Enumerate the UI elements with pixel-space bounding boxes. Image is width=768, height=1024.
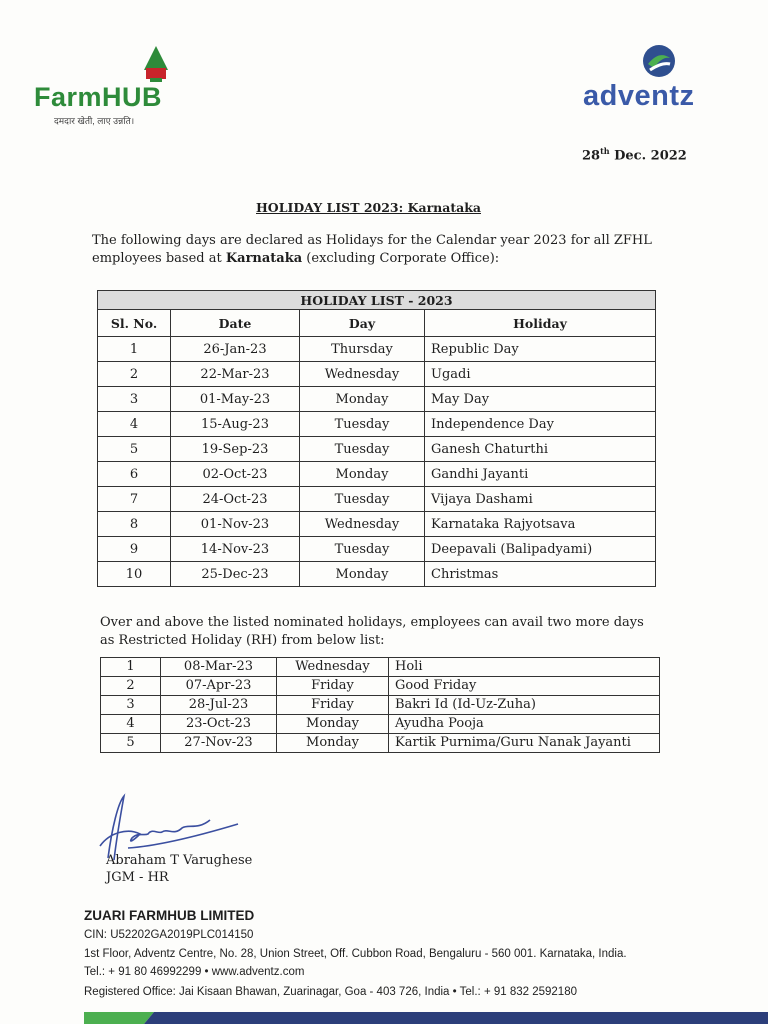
intro-paragraph: The following days are declared as Holidays for the Calendar year 2023 for all ZFHL employees based at Karnataka (excluding Corporate Office): <box>92 233 652 266</box>
header-date: Date <box>171 310 300 337</box>
signatory-designation: JGM - HR <box>106 870 169 885</box>
holiday-row <box>98 537 656 562</box>
date-cell: 23-Oct-23 <box>161 715 277 734</box>
sl-no-cell: 4 <box>101 715 161 734</box>
sl-no-cell: 1 <box>101 658 161 677</box>
holiday-row <box>98 512 656 537</box>
plant-icon <box>138 44 174 84</box>
day-cell: Friday <box>277 677 389 696</box>
rh-row <box>101 715 660 734</box>
holiday-row <box>98 387 656 412</box>
day-cell: Monday <box>300 462 425 487</box>
day-cell: Tuesday <box>300 537 425 562</box>
holiday-cell: Karnataka Rajyotsava <box>425 512 656 537</box>
holiday-cell: Ganesh Chaturthi <box>425 437 656 462</box>
sl-no-cell: 5 <box>98 437 171 462</box>
holiday-row <box>98 437 656 462</box>
day-cell: Friday <box>277 696 389 715</box>
holiday-cell: Ayudha Pooja <box>389 715 660 734</box>
header-sl-no: Sl. No. <box>98 310 171 337</box>
footer-color-bar <box>84 1012 768 1024</box>
sl-no-cell: 2 <box>101 677 161 696</box>
sl-no-cell: 6 <box>98 462 171 487</box>
holiday-cell: Kartik Purnima/Guru Nanak Jayanti <box>389 734 660 753</box>
day-cell: Monday <box>277 715 389 734</box>
signatory-block <box>106 852 252 886</box>
restricted-holiday-table <box>100 657 660 753</box>
sl-no-cell: 2 <box>98 362 171 387</box>
signatory-name: Abraham T Varughese <box>106 853 253 868</box>
sl-no-cell: 7 <box>98 487 171 512</box>
date-cell: 02-Oct-23 <box>171 462 300 487</box>
date-cell: 14-Nov-23 <box>171 537 300 562</box>
sl-no-cell: 9 <box>98 537 171 562</box>
sl-no-cell: 1 <box>98 337 171 362</box>
day-cell: Wednesday <box>300 362 425 387</box>
holiday-cell: May Day <box>425 387 656 412</box>
day-cell: Tuesday <box>300 412 425 437</box>
date-cell: 08-Mar-23 <box>161 658 277 677</box>
sl-no-cell: 10 <box>98 562 171 587</box>
holiday-row <box>98 337 656 362</box>
holiday-cell: Good Friday <box>389 677 660 696</box>
sl-no-cell: 3 <box>101 696 161 715</box>
holiday-cell: Christmas <box>425 562 656 587</box>
holiday-cell: Bakri Id (Id-Uz-Zuha) <box>389 696 660 715</box>
farmhub-wordmark: FarmHUB <box>34 82 163 112</box>
holiday-table-band-title: HOLIDAY LIST - 2023 <box>98 291 656 310</box>
holiday-cell: Deepavali (Balipadyami) <box>425 537 656 562</box>
day-cell: Tuesday <box>300 487 425 512</box>
adventz-emblem-icon <box>642 44 676 78</box>
date-cell: 25-Dec-23 <box>171 562 300 587</box>
holiday-cell: Holi <box>389 658 660 677</box>
holiday-cell: Gandhi Jayanti <box>425 462 656 487</box>
adventz-logo <box>580 44 740 118</box>
date-cell: 01-Nov-23 <box>171 512 300 537</box>
day-cell: Monday <box>277 734 389 753</box>
holiday-row <box>98 362 656 387</box>
sl-no-cell: 8 <box>98 512 171 537</box>
holiday-cell: Ugadi <box>425 362 656 387</box>
sl-no-cell: 4 <box>98 412 171 437</box>
registered-office: Registered Office: Jai Kisaan Bhawan, Zuarinagar, Goa - 403 726, India • Tel.: + 91 832 2592180 <box>84 986 577 998</box>
day-cell: Tuesday <box>300 437 425 462</box>
sl-no-cell: 5 <box>101 734 161 753</box>
holiday-row <box>98 487 656 512</box>
holiday-table <box>97 290 656 587</box>
date-cell: 19-Sep-23 <box>171 437 300 462</box>
holiday-row <box>98 412 656 437</box>
date-cell: 07-Apr-23 <box>161 677 277 696</box>
rh-row <box>101 658 660 677</box>
holiday-cell: Republic Day <box>425 337 656 362</box>
header-day: Day <box>300 310 425 337</box>
rh-row <box>101 696 660 715</box>
day-cell: Wednesday <box>277 658 389 677</box>
rh-row <box>101 677 660 696</box>
day-cell: Monday <box>300 562 425 587</box>
sl-no-cell: 3 <box>98 387 171 412</box>
day-cell: Thursday <box>300 337 425 362</box>
date-cell: 28-Jul-23 <box>161 696 277 715</box>
farmhub-logo <box>34 44 204 128</box>
company-name: ZUARI FARMHUB LIMITED <box>84 908 255 923</box>
adventz-wordmark: adventz <box>583 80 695 112</box>
date-cell: 15-Aug-23 <box>171 412 300 437</box>
date-cell: 24-Oct-23 <box>171 487 300 512</box>
company-contact: Tel.: + 91 80 46992299 • www.adventz.com <box>84 966 305 978</box>
holiday-row <box>98 562 656 587</box>
header-holiday: Holiday <box>425 310 656 337</box>
holiday-row <box>98 462 656 487</box>
date-cell: 22-Mar-23 <box>171 362 300 387</box>
company-address: 1st Floor, Adventz Centre, No. 28, Union Street, Off. Cubbon Road, Bengaluru - 560 001. Karnataka, India. <box>84 948 627 960</box>
day-cell: Monday <box>300 387 425 412</box>
restricted-holiday-intro: Over and above the listed nominated holidays, employees can avail two more days as Restricted Holiday (RH) from below list: <box>100 615 644 648</box>
holiday-cell: Independence Day <box>425 412 656 437</box>
document-title: HOLIDAY LIST 2023: Karnataka <box>256 200 481 215</box>
letter-date: 28th Dec. 2022 <box>582 146 687 164</box>
company-cin: CIN: U52202GA2019PLC014150 <box>84 929 254 941</box>
day-cell: Wednesday <box>300 512 425 537</box>
date-cell: 26-Jan-23 <box>171 337 300 362</box>
date-cell: 01-May-23 <box>171 387 300 412</box>
rh-row <box>101 734 660 753</box>
farmhub-tagline: दमदार खेती, लाए उन्नति। <box>54 116 135 126</box>
date-cell: 27-Nov-23 <box>161 734 277 753</box>
holiday-cell: Vijaya Dashami <box>425 487 656 512</box>
